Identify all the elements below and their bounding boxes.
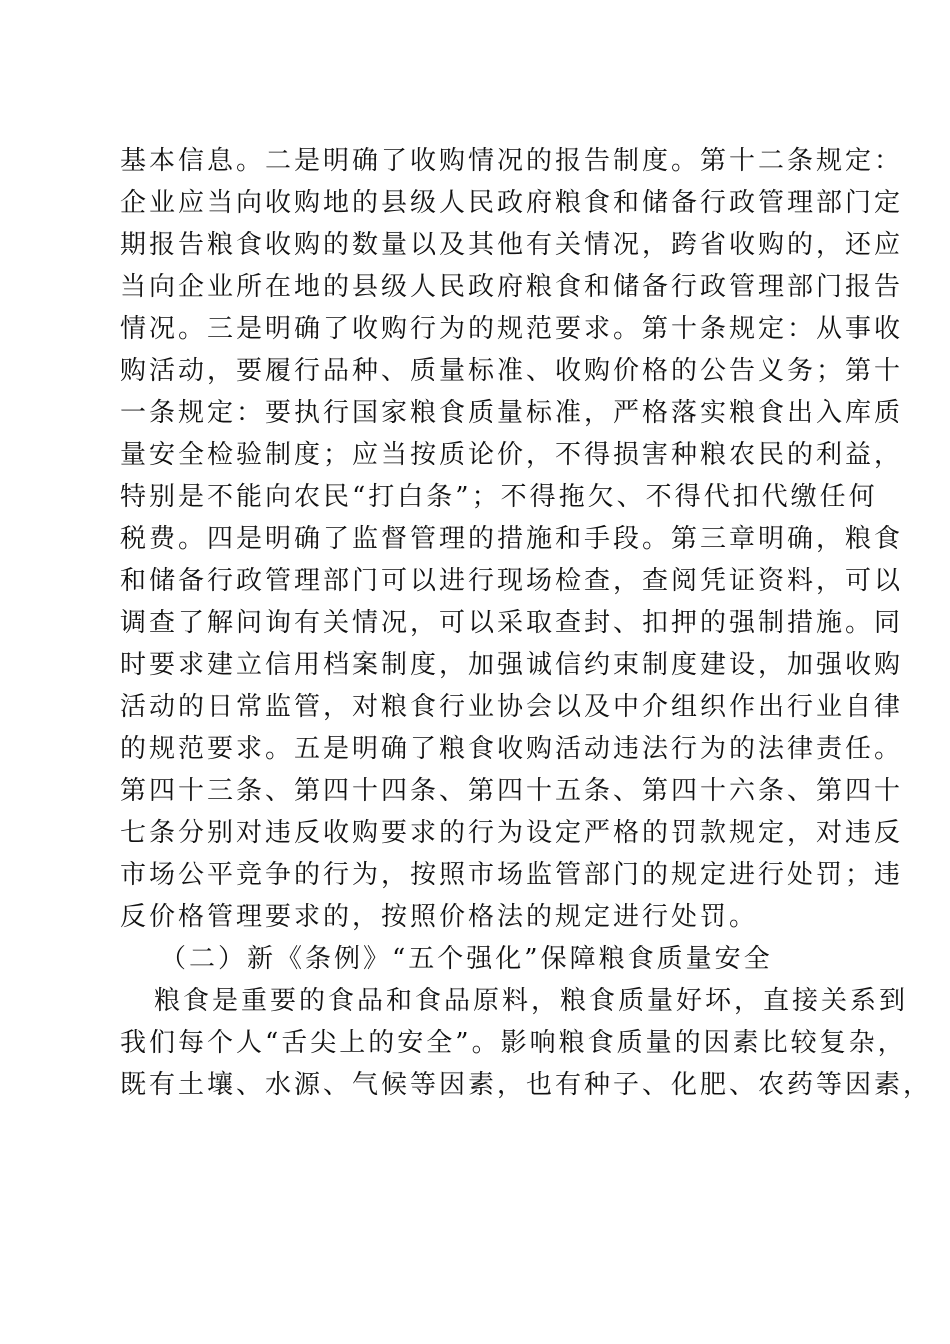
text-line: 市场公平竞争的行为，按照市场监管部门的规定进行处罚；违 (120, 860, 904, 890)
text-line: 活动的日常监管，对粮食行业协会以及中介组织作出行业自律 (120, 692, 904, 722)
text-line: 时要求建立信用档案制度，加强诚信约束制度建设，加强收购 (120, 650, 904, 680)
text-line: 粮食是重要的食品和食品原料，粮食质量好坏，直接关系到 (154, 986, 909, 1016)
body-text (120, 140, 933, 1106)
text-line: 的规范要求。五是明确了粮食收购活动违法行为的法律责任。 (120, 734, 904, 764)
text-line: 企业应当向收购地的县级人民政府粮食和储备行政管理部门定 (120, 188, 904, 218)
text-line: 七条分别对违反收购要求的行为设定严格的罚款规定，对违反 (120, 818, 904, 848)
text-line: 特别是不能向农民“打白条”；不得拖欠、不得代扣代缴任何 (120, 482, 878, 512)
text-line: 情况。三是明确了收购行为的规范要求。第十条规定：从事收 (120, 314, 904, 344)
text-line: 基本信息。二是明确了收购情况的报告制度。第十二条规定： (120, 146, 904, 176)
text-line: 我们每个人“舌尖上的安全”。影响粮食质量的因素比较复杂， (120, 1028, 907, 1058)
text-line: 购活动，要履行品种、质量标准、收购价格的公告义务；第十 (120, 356, 904, 386)
text-line: 调查了解问询有关情况，可以采取查封、扣押的强制措施。同 (120, 608, 904, 638)
text-line: 期报告粮食收购的数量以及其他有关情况，跨省收购的，还应 (120, 230, 904, 260)
section-heading: （二）新《条例》“五个强化”保障粮食质量安全 (160, 944, 773, 974)
text-line: 一条规定：要执行国家粮食质量标准，严格落实粮食出入库质 (120, 398, 904, 428)
text-line: 当向企业所在地的县级人民政府粮食和储备行政管理部门报告 (120, 272, 904, 302)
text-line: 税费。四是明确了监督管理的措施和手段。第三章明确，粮食 (120, 524, 904, 554)
text-line: 和储备行政管理部门可以进行现场检查，查阅凭证资料，可以 (120, 566, 904, 596)
text-line: 第四十三条、第四十四条、第四十五条、第四十六条、第四十 (120, 776, 904, 806)
text-line: 量安全检验制度；应当按质论价，不得损害种粮农民的利益， (120, 440, 904, 470)
text-line: 既有土壤、水源、气候等因素，也有种子、化肥、农药等因素， (120, 1070, 933, 1100)
text-line: 反价格管理要求的，按照价格法的规定进行处罚。 (120, 902, 759, 932)
